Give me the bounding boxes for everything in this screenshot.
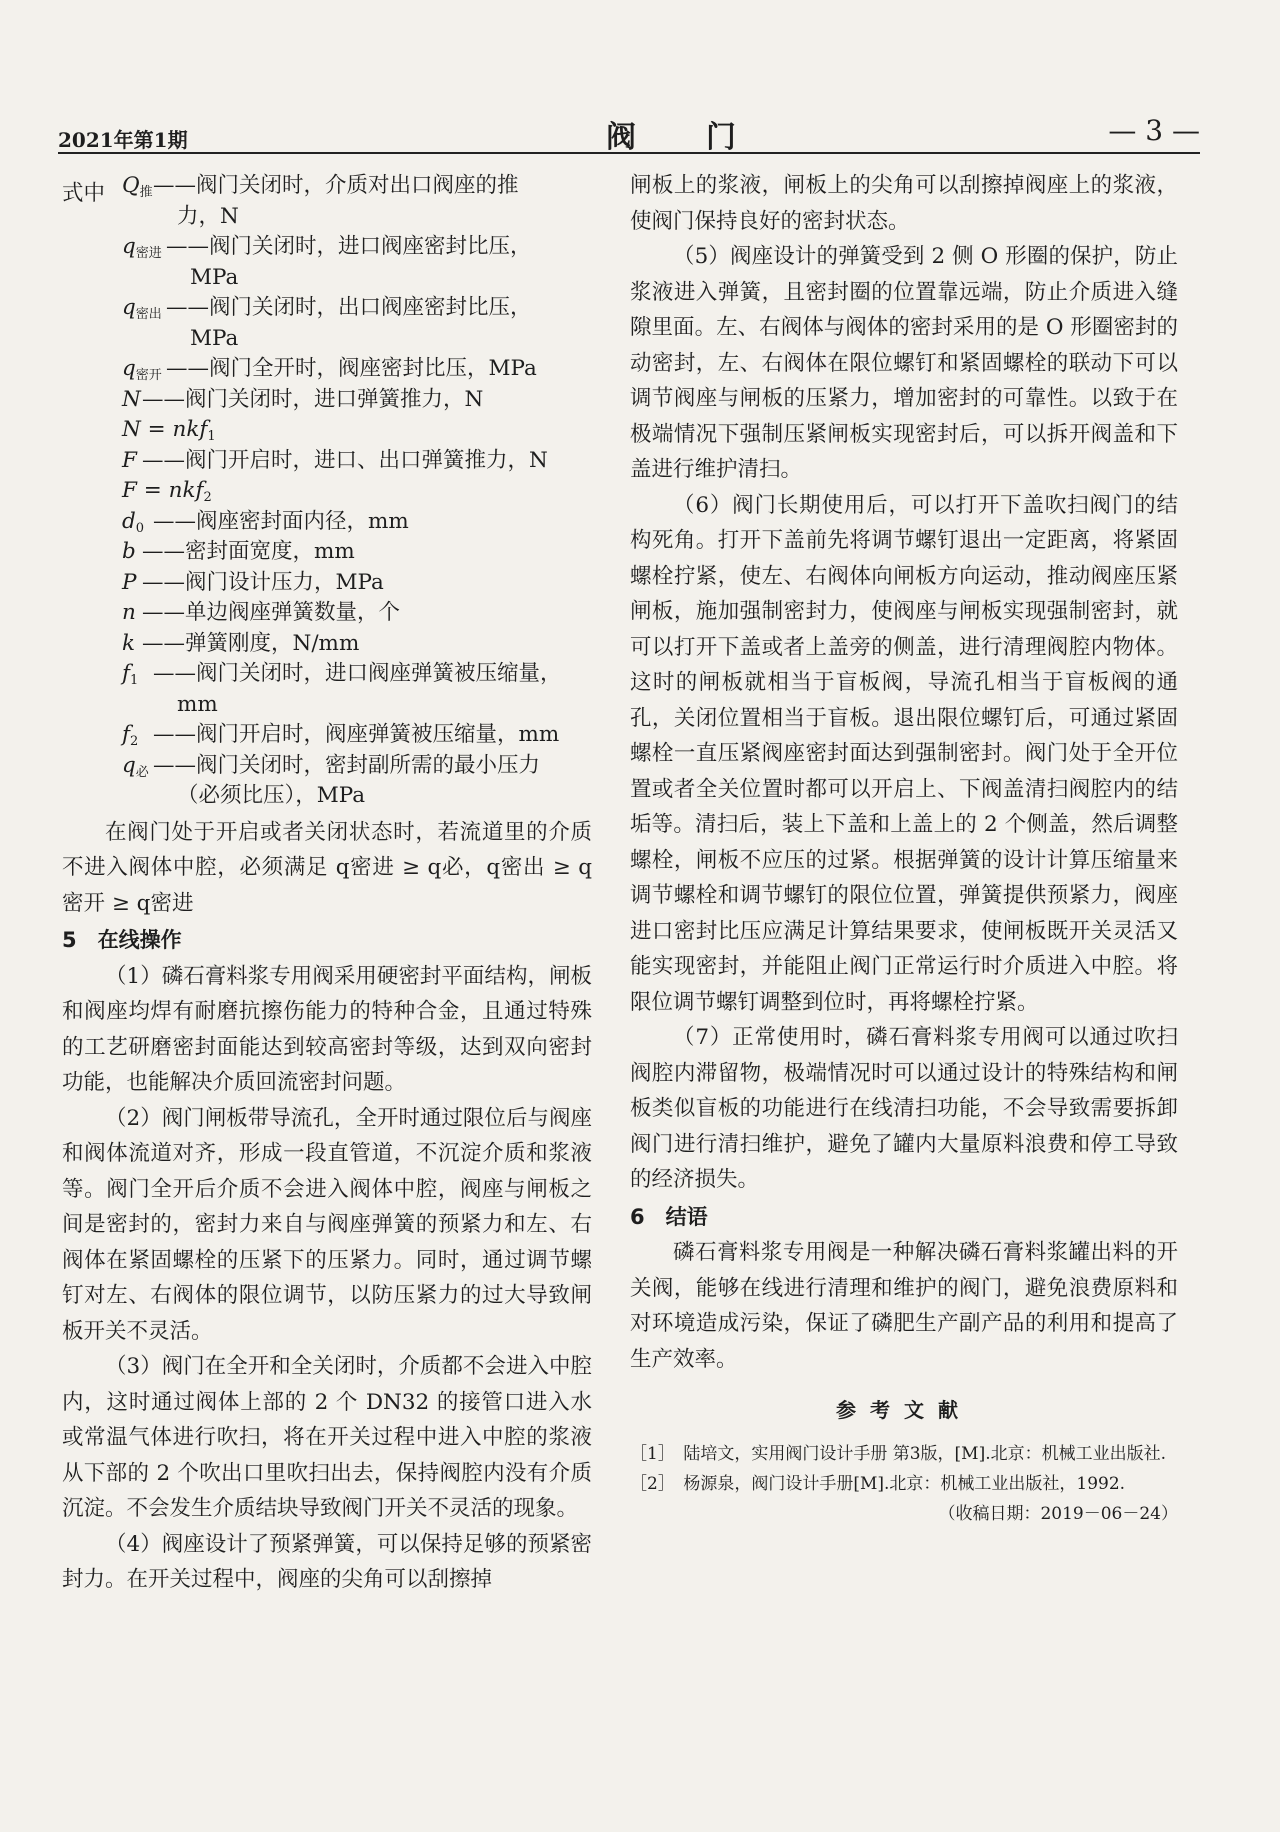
symbol-description: ——阀门设计压力，MPa [142,569,384,595]
symbol: $Q_推$ [122,173,153,200]
paragraph-3: （3）阀门在全开和全关闭时，介质都不会进入中腔内，这时通过阀体上部的 2 个 DN32 的接管口进入水或常温气体进行吹扫，将在开关过程中进入中腔的浆液从下部的 2 个吹出口里吹扫出去，保持阀腔内没有介质沉淀。不会发生介质结块导致阀门开关不灵活的现象。 [62,1354,592,1521]
symbol-description-cont: （必须比压），MPa [177,783,366,808]
symbol: $q_{密进}$ [122,234,162,261]
issue-label: 2021年第1期 [58,128,188,152]
symbol-description: ——阀门全开时，阀座密封比压，MPa [166,356,537,381]
symbol-description: ——阀门关闭时，进口阀座密封比压， [166,234,532,259]
symbol-subscript: 密开 [135,368,162,383]
symbol-definitions [62,168,592,815]
symbol-description: ——阀门关闭时，进口弹簧推力，N [142,386,484,412]
paragraph-5: （5）阀座设计的弹簧受到 2 侧 O 形圈的保护，防止浆液进入弹簧，且密封圈的位置靠远端，防止介质进入缝隙里面。左、右阀体与阀体的密封采用的是 O 形圈密封的动密封，左、右阀体在限位螺钉和紧固螺栓的联动下可以调节阀座与闸板的压紧力，增加密封的可靠性。以致于在极端情况下强制压紧闸板实现密封后，可以拆开阀盖和下盖进行维护清扫。 [630,244,1178,482]
paragraph-7: （7）正常使用时，磷石膏料浆专用阀可以通过吹扫阀腔内滞留物，极端情况时可以通过设计的特殊结构和闸板类似盲板的功能进行在线清扫功能，不会导致需要拆卸阀门进行清扫维护，避免了罐内大量原料浪费和停工导致的经济损失。 [630,1025,1178,1192]
symbol-subscript: 0 [135,520,145,536]
header-rule [58,152,1200,154]
symbol-description: ——单边阀座弹簧数量，个 [142,600,401,625]
section-6-title: 6 结语 [630,1204,708,1229]
section-5-title: 5 在线操作 [62,928,182,952]
symbol-description: ——弹簧刚度，N/mm [142,630,360,656]
paragraph-6: （6）阀门长期使用后，可以打开下盖吹扫阀门的结构死角。打开下盖前先将调节螺钉退出一定距离，将紧固螺栓拧紧，使左、右阀体向闸板方向运动，推动阀座压紧闸板，施加强制密封力，使阀座与闸板实现强制密封，就可以打开下盖或者上盖旁的侧盖，进行清理阀腔内物体。这时的闸板就相当于盲板阀，导流孔相当于盲板阀的通孔，关闭位置相当于盲板。退出限位螺钉后，可通过紧固螺栓一直压紧阀座密封面达到强制密封。阀门处于全开位置或者全关位置时都可以开启上、下阀盖清扫阀腔内的结垢等。清扫后，装上下盖和上盖上的 2 个侧盖，然后调整螺栓，闸板不应压的过紧。根据弹簧的设计计算压缩量来调节螺栓和调节螺钉的限位位置，弹簧提供预紧力，阀座进口密封比压应满足计算结果要求，使闸板既开关灵活又能实现密封，并能阻止阀门正常运行时介质进入中腔。将限位调节螺钉调整到位时，再将螺栓拧紧。 [630,492,1178,1015]
symbol: N = nkf$_1$ [122,417,216,444]
symbol-subscript: 密进 [135,246,162,261]
symbol-subscript: 2 [129,734,139,749]
symbol: P [122,569,137,595]
symbol-subscript: 1 [129,673,139,688]
conclusion-paragraph: 磷石膏料浆专用阀是一种解决磷石膏料浆罐出料的开关阀，能够在线进行清理和维护的阀门，避免浪费原料和对环境造成污染，保证了磷肥生产副产品的利用和提高了生产效率。 [630,1240,1178,1372]
symbol-subscript: 推 [139,185,153,200]
symbol: k [122,630,136,656]
symbol: $f_2$ [122,722,139,749]
symbol: $f_1$ [122,661,139,688]
symbol-description: ——阀座密封面内径，mm [153,508,409,534]
symbol: F = nkf$_2$ [122,478,212,505]
symbol: $q_{密出}$ [122,295,162,322]
symbol: $d_0$ [122,508,145,536]
symbol-description: ——密封面宽度，mm [142,539,355,564]
condition-paragraph: 在阀门处于开启或者关闭状态时，若流道里的介质不进入阀体中腔，必须满足 q密进 ≥ q必，q密出 ≥ q密开 ≥ q密进 [62,819,592,916]
received-date: （收稿日期：2019－06－24） [938,1503,1178,1524]
symbol-subscript: 密出 [135,307,162,322]
reference-1: ［1］ 陆培文，实用阀门设计手册 第3版，[M].北京：机械工业出版社. [630,1443,1167,1464]
references-title: 参考文献 [836,1398,972,1422]
defs-intro: 式中 [62,181,106,206]
right-column [630,168,1178,1529]
paragraph-4-continued: 闸板上的浆液，闸板上的尖角可以刮擦掉阀座上的浆液，使阀门保持良好的密封状态。 [630,173,1178,234]
paragraph-2: （2）阀门闸板带导流孔，全开时通过限位后与阀座和阀体流道对齐，形成一段直管道，不沉淀介质和浆液等。阀门全开后介质不会进入阀体中腔，阀座与闸板之间是密封的，密封力来自与阀座弹簧的预紧力和左、右阀体在紧固螺栓的压紧下的压紧力。同时，通过调节螺钉对左、右阀体的限位调节，以防压紧力的过大导致闸板开关不灵活。 [62,1105,592,1344]
paragraph-1: （1）磷石膏料浆专用阀采用硬密封平面结构，闸板和阀座均焊有耐磨抗擦伤能力的特种合金，且通过特殊的工艺研磨密封面能达到较高密封等级，达到双向密封功能，也能解决介质回流密封问题。 [62,963,592,1095]
symbol-description: ——阀门关闭时，介质对出口阀座的推 [153,173,519,198]
symbol-description-cont: mm [177,691,218,717]
left-column [62,168,592,1598]
symbol: $q_{密开}$ [122,356,162,383]
symbol-description: ——阀门关闭时，进口阀座弹簧被压缩量， [153,661,562,686]
paragraph-4: （4）阀座设计了预紧弹簧，可以保持足够的预紧密封力。在开关过程中，阀座的尖角可以刮擦掉 [62,1531,592,1592]
symbol-description: ——阀门开启时，阀座弹簧被压缩量，mm [153,722,560,747]
page-number: — 3 — [1108,114,1200,147]
symbol-description-cont: MPa [190,264,239,290]
running-header [58,112,1200,155]
symbol-description: ——阀门关闭时，出口阀座密封比压， [166,295,532,320]
reference-2: ［2］ 杨源泉，阀门设计手册[M].北京：机械工业出版社，1992. [630,1473,1126,1494]
symbol: $q_必$ [122,752,149,780]
symbol-description-cont: MPa [190,325,239,351]
symbol: N [122,386,141,412]
symbol-description: ——阀门关闭时，密封副所需的最小压力 [153,752,541,778]
symbol-description-cont: 力，N [177,203,239,229]
symbol-subscript: 1 [207,429,216,444]
symbol-subscript: 2 [203,490,212,505]
symbol: n [122,600,136,625]
symbol-description: ——阀门开启时，进口、出口弹簧推力，N [142,447,548,473]
symbol: F [122,447,137,473]
symbol: b [122,539,136,564]
symbol-subscript: 必 [135,764,149,780]
journal-title: 阀门 [606,120,806,155]
